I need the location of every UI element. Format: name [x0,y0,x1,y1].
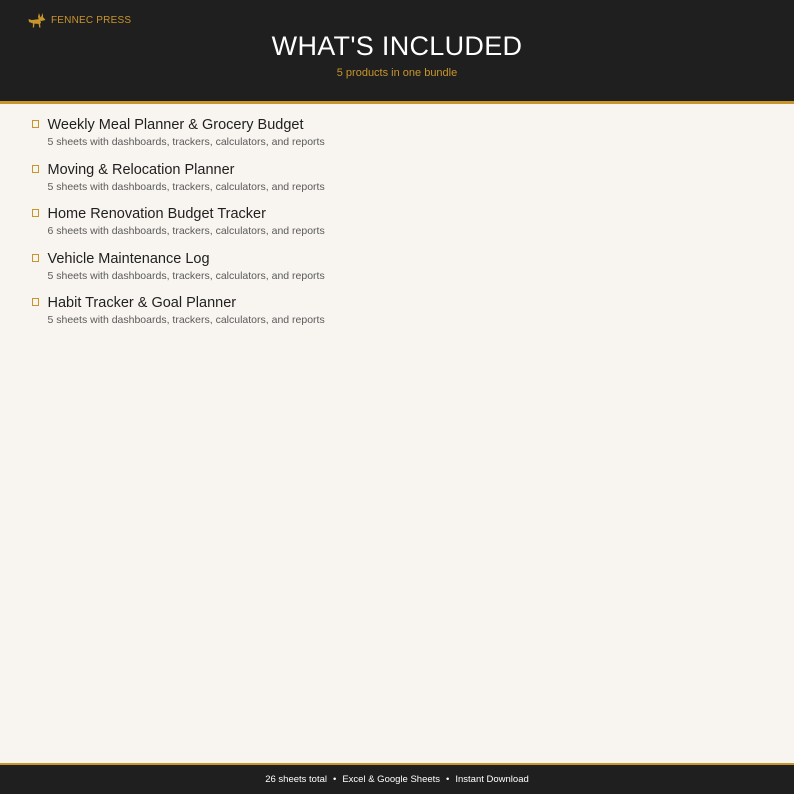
product-description: 5 sheets with dashboards, trackers, calculators, and reports [47,180,325,193]
checkbox-icon [32,254,39,262]
product-description: 5 sheets with dashboards, trackers, calculators, and reports [47,314,325,326]
product-title: Habit Tracker & Goal Planner [47,295,237,311]
footer [0,763,794,794]
product-description: 5 sheets with dashboards, trackers, calculators, and reports [47,269,325,282]
product-list [32,116,732,339]
list-item [32,116,732,161]
fox-icon [28,12,46,28]
page-subtitle: 5 products in one bundle [336,67,458,79]
checkbox-icon [32,209,39,217]
checkbox-icon [32,165,39,173]
product-title: Vehicle Maintenance Log [47,250,210,267]
list-item [32,250,732,295]
product-description: 6 sheets with dashboards, trackers, calculators, and reports [47,225,325,237]
list-item [32,205,732,250]
header [0,0,794,104]
footer-separator: • [446,774,450,785]
footer-delivery: Instant Download [455,774,529,785]
checkbox-icon [32,120,39,128]
product-title: Weekly Meal Planner & Grocery Budget [47,117,304,133]
brand-name: FENNEC PRESS [51,15,132,26]
footer-formats: Excel & Google Sheets [342,774,441,785]
page-title: WHAT'S INCLUDED [271,31,523,61]
checkbox-icon [32,298,39,306]
footer-sheets-total: 26 sheets total [265,774,327,785]
product-title: Moving & Relocation Planner [47,161,235,178]
footer-separator: • [333,774,337,785]
list-item [32,294,732,339]
product-description: 5 sheets with dashboards, trackers, calculators, and reports [47,136,325,148]
list-item [32,161,732,206]
product-title: Home Renovation Budget Tracker [47,206,266,222]
brand [28,12,131,28]
